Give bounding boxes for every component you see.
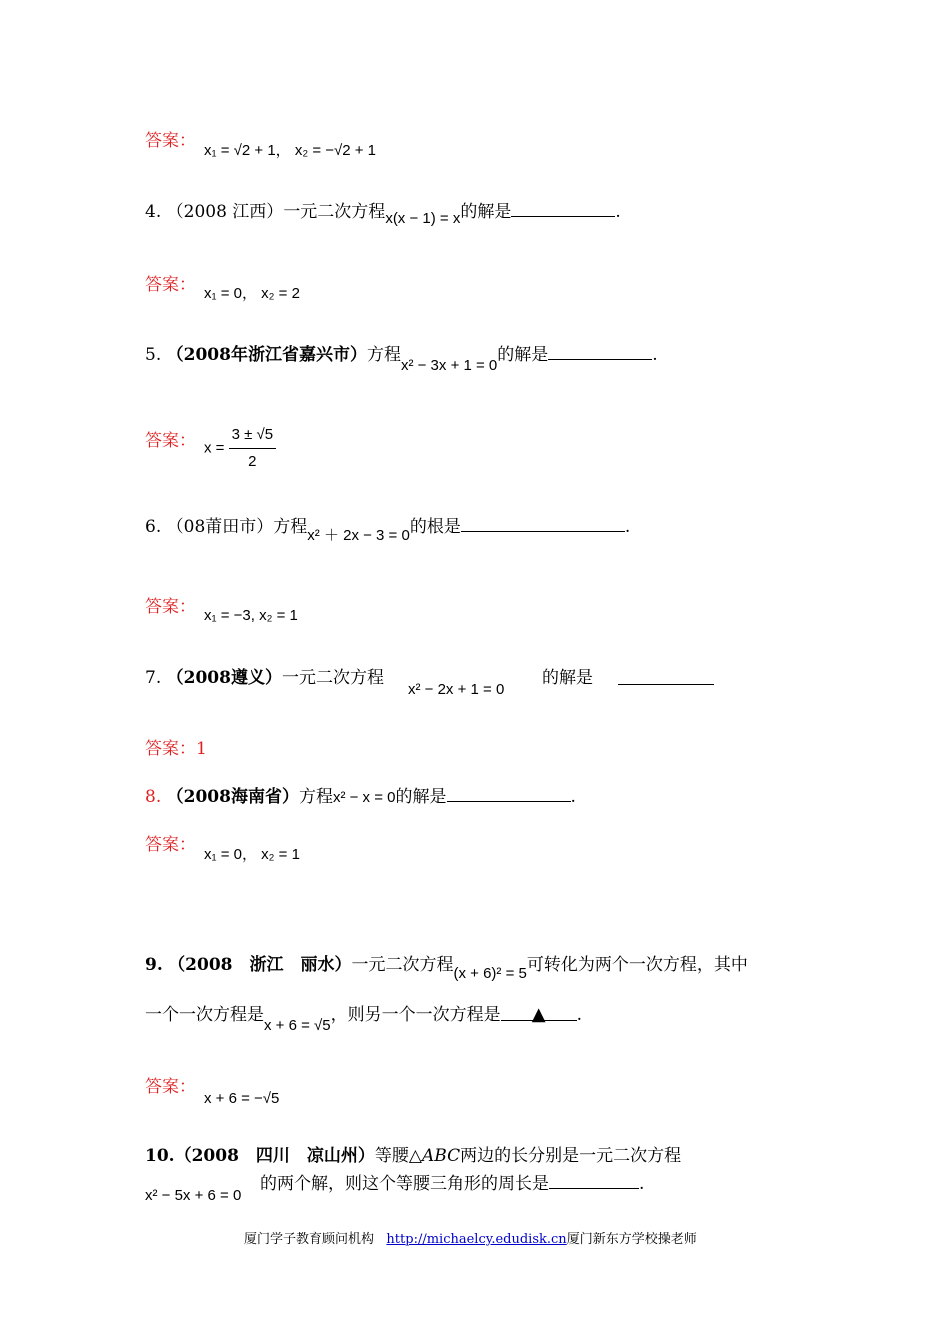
equation: x + 6 = √5	[264, 1017, 331, 1034]
answer-q5	[204, 424, 276, 473]
question-7-suffix: 的解是	[542, 668, 593, 688]
answer-blank	[501, 1004, 577, 1025]
footer-teacher: 厦门新东方学校操老师	[566, 1232, 697, 1247]
question-number: 10.	[145, 1146, 175, 1166]
answer-blank	[548, 343, 652, 360]
question-number: 6.	[145, 517, 162, 537]
equation: (x + 6)² = 5	[453, 965, 527, 982]
question-source: （2008年浙江省嘉兴市）	[166, 345, 367, 365]
question-text: 两边的长分别是一元二次方程	[460, 1146, 682, 1166]
question-10-line-2	[260, 1172, 644, 1195]
footer-org: 厦门学子教育顾问机构	[244, 1232, 375, 1247]
question-7	[145, 667, 384, 689]
answer-q3: x₁ = √2 + 1， x₂ = −√2 + 1	[204, 142, 377, 159]
period: .	[615, 202, 621, 222]
question-text: 一元二次方程	[281, 668, 384, 688]
question-text: 可转化为两个一次方程，其中	[526, 955, 748, 975]
question-text: ，则另一个一次方程是	[330, 1005, 501, 1025]
question-text: 的两个解，则这个等腰三角形的周长是	[260, 1174, 549, 1194]
question-text: 方程	[273, 517, 308, 537]
answer-blank	[618, 668, 714, 685]
answer-label-q6: 答案：	[145, 597, 196, 617]
equation-q10: x² − 5x + 6 = 0	[145, 1187, 242, 1204]
answer-blank	[461, 515, 625, 532]
question-number: 4.	[145, 202, 162, 222]
question-5	[145, 343, 658, 374]
answer-blank	[511, 200, 615, 217]
question-text: 一元二次方程	[283, 202, 386, 222]
question-text: 一元二次方程	[351, 955, 454, 975]
question-number: 5.	[145, 345, 162, 365]
fraction-denominator: 2	[248, 453, 257, 470]
answer-label-q4: 答案：	[145, 275, 196, 295]
question-9-line-2	[145, 1004, 583, 1034]
question-10	[145, 1145, 681, 1167]
question-text: 方程	[298, 787, 333, 807]
question-text: 的根是	[409, 517, 461, 537]
answer-q4: x₁ = 0， x₂ = 2	[204, 285, 300, 302]
fraction-numerator: 3 ± √5	[229, 424, 276, 449]
question-source: （2008海南省）	[166, 787, 299, 807]
answer-label-q5: 答案：	[145, 431, 196, 451]
equation: x² ＋ 2x − 3 = 0	[307, 527, 410, 544]
question-number: 7.	[145, 668, 162, 688]
answer-label-q9: 答案：	[145, 1077, 196, 1097]
answer-lhs: x =	[204, 439, 225, 457]
question-text: 的解是	[395, 787, 447, 807]
question-source: （08莆田市）	[166, 517, 274, 537]
question-6	[145, 515, 631, 544]
answer-blank	[447, 785, 571, 802]
period: .	[639, 1174, 645, 1194]
equation: x² − 3x + 1 = 0	[400, 357, 498, 374]
question-source: （2008 四川 凉山州）	[174, 1146, 375, 1166]
equation: x² − x = 0	[332, 789, 396, 806]
answer-blank	[549, 1172, 639, 1189]
triangle-marker: ▲	[531, 1004, 546, 1025]
answer-label-q8: 答案：	[145, 835, 196, 855]
answer-q9: x + 6 = −√5	[204, 1090, 280, 1107]
question-8	[145, 785, 576, 809]
triangle-vertices: ABC	[421, 1146, 461, 1166]
question-source: （2008 浙江 丽水）	[168, 955, 352, 975]
question-4	[145, 200, 621, 227]
period: .	[652, 345, 658, 365]
question-text: 方程	[366, 345, 401, 365]
question-number: 8.	[145, 787, 162, 807]
answer-q8: x₁ = 0， x₂ = 1	[204, 846, 300, 863]
answer-fraction	[229, 424, 276, 473]
question-number: 9.	[145, 955, 163, 975]
answer-q6: x₁ = −3, x₂ = 1	[204, 607, 298, 624]
period: .	[624, 517, 631, 537]
question-text: 的解是	[460, 202, 512, 222]
question-9	[145, 954, 748, 982]
period: .	[570, 787, 576, 807]
equation-q7: x² − 2x + 1 = 0	[408, 681, 505, 698]
question-text: 一个一次方程是	[145, 1005, 264, 1025]
question-text: 等腰△	[374, 1146, 422, 1166]
question-source: （2008遵义）	[166, 668, 282, 688]
answer-label-q3: 答案：	[145, 131, 196, 151]
answer-q7: 答案：1	[145, 739, 207, 759]
page-footer	[244, 1231, 697, 1249]
equation: x(x − 1) = x	[385, 210, 461, 227]
question-source: （2008 江西）	[166, 202, 284, 222]
footer-link[interactable]: http://michaelcy.edudisk.cn	[386, 1232, 567, 1247]
period: .	[576, 1005, 583, 1025]
question-text: 的解是	[497, 345, 549, 365]
